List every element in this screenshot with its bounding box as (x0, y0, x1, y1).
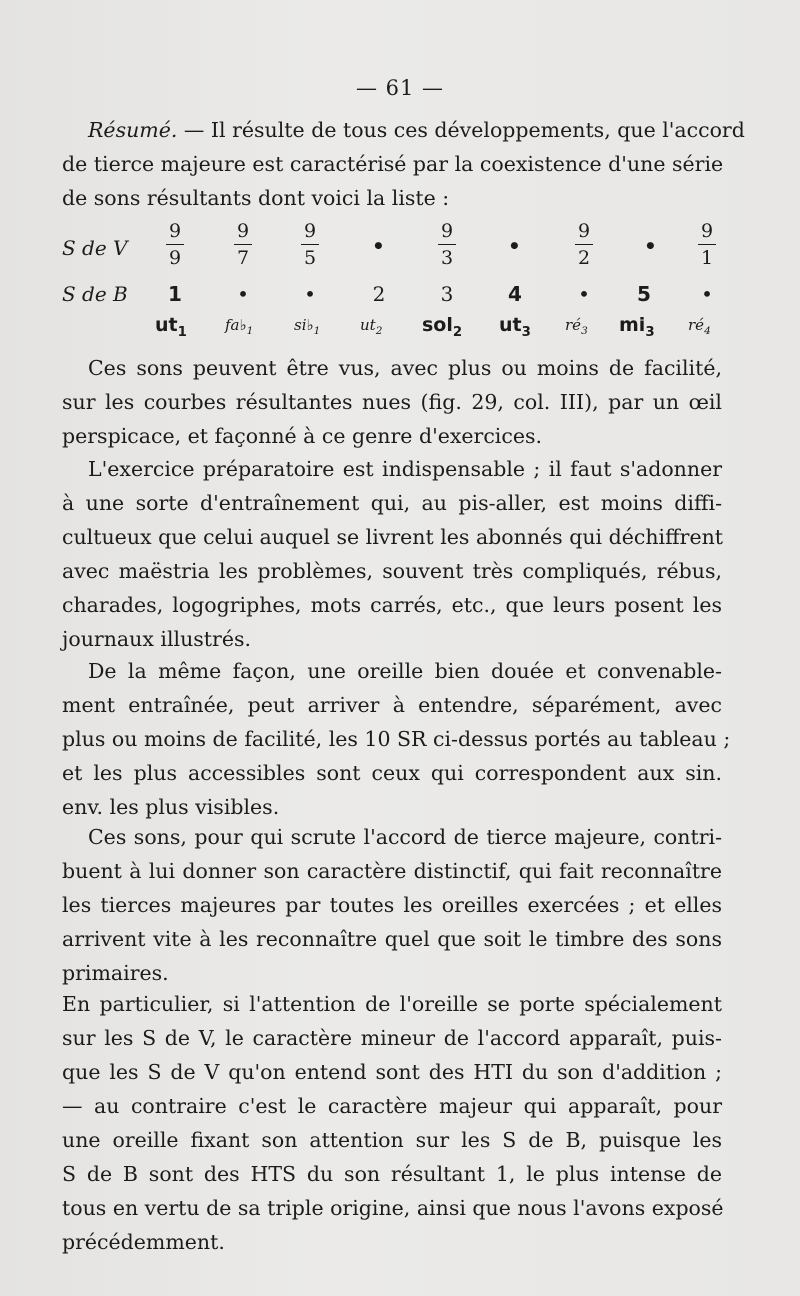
paragraph (62, 452, 722, 656)
text-line: sur les courbes résultantes nues (fig. 29, col. III), par un œil (62, 390, 722, 414)
text-line: En particulier, si l'attention de l'oreille se porte spécialement (62, 992, 722, 1016)
paragraph (62, 351, 722, 453)
row-label-s-de-b: S de B (62, 282, 128, 306)
v-dot: • (644, 234, 657, 258)
text-line: les tierces majeures par toutes les oreilles exercées ; et elles (62, 893, 722, 917)
b-value: • (237, 282, 249, 306)
text-line: — au contraire c'est le caractère majeur qui apparaît, pour (62, 1094, 722, 1118)
b-value: 4 (508, 282, 522, 306)
fraction: 9 3 (432, 220, 462, 269)
text-line: Ces sons peuvent être vus, avec plus ou moins de facilité, (88, 356, 722, 380)
row-label-s-de-v: S de V (62, 236, 128, 260)
text-line: sur les S de V, le caractère mineur de l'accord apparaît, puis- (62, 1026, 722, 1050)
text-line: de sons résultants dont voici la liste : (62, 186, 450, 210)
b-value: 2 (372, 282, 386, 306)
resultant-sounds-table (62, 220, 722, 342)
b-value: 3 (440, 282, 454, 306)
note-name: $ré_3$ (565, 316, 588, 337)
text-line: que les S de V qu'on entend sont des HTI du son d'addition ; (62, 1060, 722, 1084)
text-line: env. les plus visibles. (62, 795, 280, 819)
note-name: $ré_4$ (688, 316, 711, 337)
b-value: 5 (637, 282, 651, 306)
page-number: — 61 — (355, 76, 445, 100)
paragraph (62, 654, 731, 824)
text-line: arrivent vite à les reconnaître quel que soit le timbre des sons (62, 927, 722, 951)
text-line: perspicace, et façonné à ce genre d'exercices. (62, 424, 543, 448)
b-value: 1 (168, 282, 182, 306)
fraction: 9 2 (569, 220, 599, 269)
paragraph (62, 987, 722, 1259)
resume-lead: Résumé. (88, 118, 178, 142)
text-line: une oreille fixant son attention sur les S de B, puisque les (62, 1128, 722, 1152)
note-name: $ut_2$ (360, 316, 383, 337)
text-line: avec maëstria les problèmes, souvent très compliqués, rébus, (62, 559, 722, 583)
text-line: tous en vertu de sa triple origine, ainsi que nous l'avons exposé (62, 1196, 724, 1220)
text-line: à une sorte d'entraînement qui, au pis-aller, est moins diffi- (62, 491, 722, 515)
b-value: • (701, 282, 713, 306)
text-line: buent à lui donner son caractère distinctif, qui fait reconnaître (62, 859, 722, 883)
note-name: sol$_2$ (422, 314, 463, 340)
text-line: charades, logogriphes, mots carrés, etc., que leurs posent les (62, 593, 722, 617)
v-dot: • (372, 234, 385, 258)
note-name: $ut_1$ (155, 314, 187, 340)
note-name: $si♭_1$ (294, 316, 321, 337)
fraction: 9 1 (692, 220, 722, 269)
text-line: Ces sons, pour qui scrute l'accord de tierce majeure, contri- (88, 825, 722, 849)
note-name: $ut_3$ (499, 314, 531, 340)
b-value: • (578, 282, 590, 306)
text-line: de tierce majeure est caractérisé par la coexistence d'une série (62, 152, 724, 176)
paragraph (62, 820, 722, 990)
paragraph-resume (62, 113, 745, 215)
fraction: 9 7 (228, 220, 258, 269)
text-line: cultueux que celui auquel se livrent les abonnés qui déchiffrent (62, 525, 724, 549)
text-line: primaires. (62, 961, 169, 985)
text-line: ment entraînée, peut arriver à entendre, séparément, avec (62, 693, 722, 717)
text-line: précédemment. (62, 1230, 225, 1254)
b-value: • (304, 282, 316, 306)
fraction: 9 5 (295, 220, 325, 269)
text-line: De la même façon, une oreille bien douée et convenable- (88, 659, 722, 683)
note-name: $mi_3$ (619, 314, 655, 340)
text-line: et les plus accessibles sont ceux qui correspondent aux sin. (62, 761, 722, 785)
fraction: 9 9 (160, 220, 190, 269)
text-line: plus ou moins de facilité, les 10 SR ci-dessus portés au tableau ; (62, 727, 731, 751)
note-name: $fa♭_1$ (225, 316, 254, 337)
text-line: L'exercice préparatoire est indispensable ; il faut s'adonner (88, 457, 722, 481)
text-line: S de B sont des HTS du son résultant 1, le plus intense de (62, 1162, 722, 1186)
text-line: — Il résulte de tous ces développements, que l'accord (177, 118, 745, 142)
v-dot: • (508, 234, 521, 258)
text-line: journaux illustrés. (62, 627, 252, 651)
